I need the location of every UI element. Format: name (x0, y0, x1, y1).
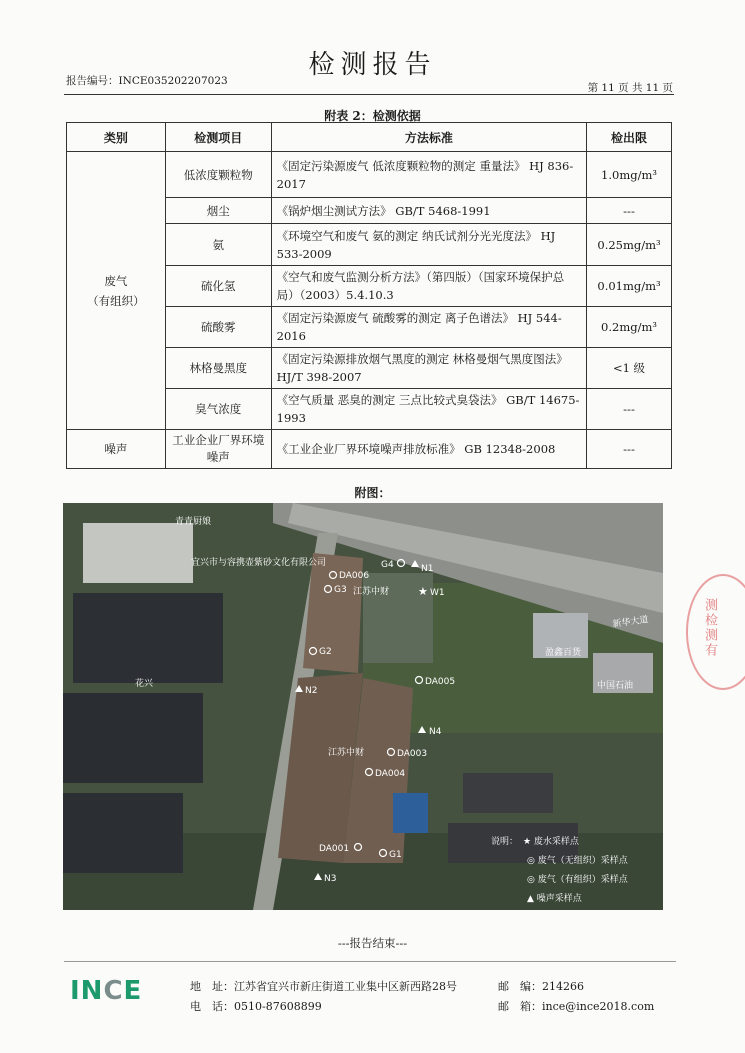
header-divider (64, 94, 674, 95)
item-cell: 烟尘 (165, 198, 271, 224)
item-cell: 硫化氢 (165, 266, 271, 307)
footer-postcode: 邮 编：214266 (498, 980, 584, 993)
method-cell: 《固定污染源废气 硫酸雾的测定 离子色谱法》 HJ 544-2016 (271, 307, 586, 348)
method-cell: 《固定污染源废气 低浓度颗粒物的测定 重量法》 HJ 836-2017 (271, 152, 586, 198)
method-cell: 《固定污染源排放烟气黑度的测定 林格曼烟气黑度图法》 HJ/T 398-2007 (271, 348, 586, 389)
item-cell: 工业企业厂界环境噪声 (165, 430, 271, 469)
limit-cell: 1.0mg/m³ (587, 152, 672, 198)
report-number: 报告编号：INCE035202207023 (66, 75, 228, 87)
seal-text: 测检测有 (702, 598, 717, 658)
svg-text:◎ 废气（无组织）采样点: ◎ 废气（无组织）采样点 (527, 856, 628, 866)
page-info: 第 11 页 共 11 页 (587, 82, 673, 94)
table-header-row (67, 123, 672, 152)
svg-text:N4: N4 (429, 727, 442, 737)
limit-cell: --- (587, 198, 672, 224)
category-cell: 噪声 (67, 430, 166, 469)
report-title: 检测报告 (308, 50, 437, 80)
company-logo: INCE (70, 976, 143, 1006)
svg-text:说明：: 说明： (491, 837, 519, 847)
footer-email: 邮 箱：ince@ince2018.com (498, 1000, 655, 1013)
map-label-poi-6: 盈鑫百货 (545, 648, 582, 658)
limit-cell: --- (587, 430, 672, 469)
svg-text:N3: N3 (324, 874, 337, 884)
svg-text:DA005: DA005 (425, 677, 456, 687)
limit-cell: 0.01mg/m³ (587, 266, 672, 307)
footer-address: 地 址：江苏省宜兴市新庄街道工业集中区新西路28号 (190, 980, 457, 993)
table-title: 附表 2：检测依据 (324, 109, 421, 123)
footer-contact-right (498, 977, 654, 1017)
detection-basis-table (66, 122, 672, 469)
figure-title: 附图： (354, 486, 391, 500)
item-cell: 硫酸雾 (165, 307, 271, 348)
svg-text:G3: G3 (334, 585, 347, 595)
svg-text:DA001: DA001 (319, 844, 350, 854)
svg-text:G4: G4 (381, 560, 394, 570)
footer-phone: 电 话：0510-87608899 (190, 1000, 322, 1013)
map-label-poi-3: 江苏中财 (353, 587, 390, 597)
svg-text:★ 废水采样点: ★ 废水采样点 (523, 837, 579, 847)
table-row (67, 152, 672, 198)
method-cell: 《空气和废气监测分析方法》（第四版）（国家环境保护总局）（2003）5.4.10.3 (271, 266, 586, 307)
svg-text:G2: G2 (319, 647, 332, 657)
method-cell: 《锅炉烟尘测试方法》 GB/T 5468-1991 (271, 198, 586, 224)
item-cell: 低浓度颗粒物 (165, 152, 271, 198)
svg-text:G1: G1 (389, 850, 402, 860)
header-limit: 检出限 (587, 123, 672, 152)
svg-text:▲ 噪声采样点: ▲ 噪声采样点 (527, 894, 582, 904)
item-cell: 臭气浓度 (165, 389, 271, 430)
svg-text:DA004: DA004 (375, 769, 406, 779)
svg-text:★: ★ (418, 585, 428, 598)
footer-contact-left (190, 977, 457, 1017)
svg-text:N2: N2 (305, 686, 318, 696)
limit-cell: 0.25mg/m³ (587, 224, 672, 266)
svg-text:N1: N1 (421, 564, 434, 574)
footer-divider (64, 961, 676, 962)
method-cell: 《空气质量 恶臭的测定 三点比较式臭袋法》 GB/T 14675-1993 (271, 389, 586, 430)
map-label-poi-5: 新华大道 (612, 615, 650, 630)
map-label-poi-1: 青青厨娘 (175, 517, 212, 527)
table-row (67, 430, 672, 469)
svg-text:W1: W1 (430, 588, 445, 598)
category-cell: 废气 （有组织） (67, 152, 166, 430)
header-method: 方法标准 (271, 123, 586, 152)
item-cell: 氨 (165, 224, 271, 266)
limit-cell: --- (587, 389, 672, 430)
limit-cell: 0.2mg/m³ (587, 307, 672, 348)
method-cell: 《工业企业厂界环境噪声排放标准》 GB 12348-2008 (271, 430, 586, 469)
report-end: ---报告结束--- (337, 936, 408, 950)
header-category: 类别 (67, 123, 166, 152)
site-satellite-map (63, 503, 663, 910)
map-label-poi-8: 花兴 (135, 679, 154, 689)
method-cell: 《环境空气和废气 氨的测定 纳氏试剂分光光度法》 HJ 533-2009 (271, 224, 586, 266)
map-label-poi-2: 宜兴市与容携壶紫砂文化有限公司 (191, 558, 327, 568)
map-label-poi-7: 中国石油 (597, 681, 634, 691)
svg-text:◎ 废气（有组织）采样点: ◎ 废气（有组织）采样点 (527, 875, 628, 885)
official-seal (686, 574, 745, 690)
header-item: 检测项目 (165, 123, 271, 152)
svg-text:DA003: DA003 (397, 749, 428, 759)
item-cell: 林格曼黑度 (165, 348, 271, 389)
map-label-poi-4: 江苏中财 (328, 748, 365, 758)
svg-text:DA006: DA006 (339, 571, 370, 581)
limit-cell: <1 级 (587, 348, 672, 389)
